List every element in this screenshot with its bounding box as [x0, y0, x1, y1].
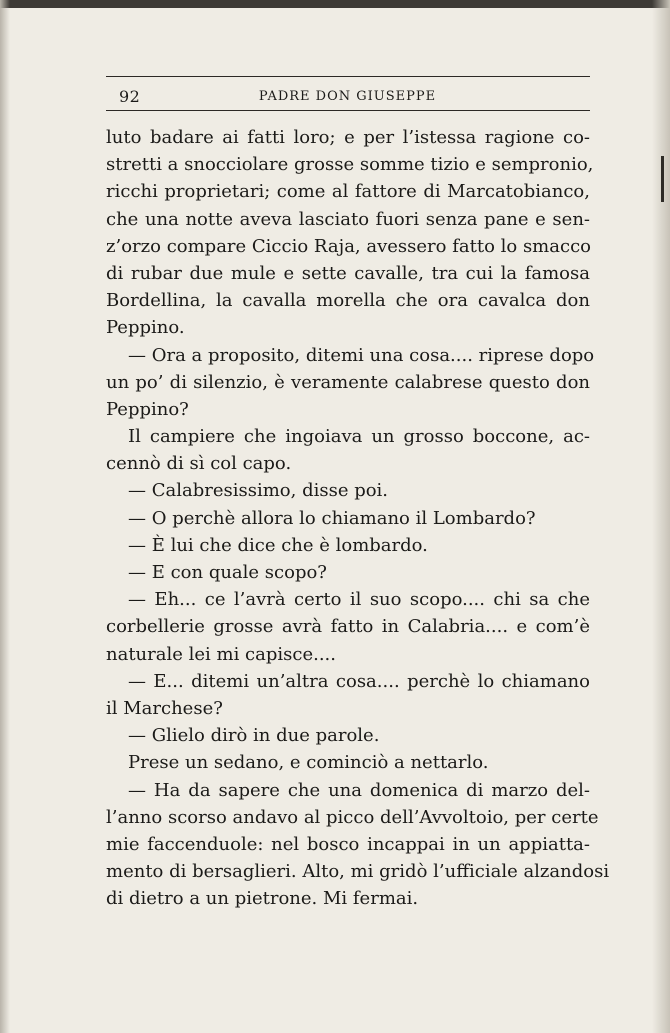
text-line: di rubar due mule e sette cavalle, tra cui la famosa	[106, 262, 590, 284]
dialogue-line: — Glielo dirò in due parole.	[128, 725, 380, 747]
text-line: ricchi proprietari; come al fattore di Marcatobianco,	[106, 181, 590, 203]
text-line: di dietro a un pietrone. Mi fermai.	[106, 888, 419, 910]
text-line: z’orzo compare Ciccio Raja, avessero fatto lo smacco	[106, 235, 591, 257]
text-line: Peppino?	[106, 398, 189, 420]
text-line: mento di bersaglieri. Alto, mi gridò l’ufficiale alzandosi	[106, 861, 610, 883]
page-top-edge	[0, 0, 670, 8]
text-line: stretti a snocciolare grosse somme tizio e sempronio,	[106, 154, 594, 176]
text-line: Bordellina, la cavalla morella che ora cavalca don	[106, 290, 590, 312]
binding-shadow	[0, 0, 10, 1033]
dialogue-line: — E con quale scopo?	[128, 562, 327, 583]
text-line: che una notte aveva lasciato fuori senza pane e sen-	[106, 208, 590, 230]
text-line: corbellerie grosse avrà fatto in Calabria.... e com’è	[106, 616, 590, 638]
text-line: l’anno scorso andavo al picco dell’Avvoltoio, per certe	[106, 806, 599, 828]
body-text	[106, 124, 610, 912]
header-rule-bottom	[106, 110, 590, 111]
paragraph-line: Prese un sedano, e cominciò a nettarlo.	[128, 752, 489, 774]
text-line: naturale lei mi capisce....	[106, 643, 337, 665]
dialogue-line: — Ha da sapere che una domenica di marzo del-	[128, 779, 590, 801]
header-rule-top	[106, 76, 590, 77]
dialogue-line: — Ora a proposito, ditemi una cosa.... riprese dopo	[128, 344, 595, 366]
text-line: il Marchese?	[106, 697, 223, 719]
dialogue-line: — È lui che dice che è lombardo.	[128, 534, 428, 556]
dialogue-line: — O perchè allora lo chiamano il Lombardo?	[128, 507, 536, 529]
text-line: cennò di sì col capo.	[106, 453, 292, 475]
dialogue-line: — E... ditemi un’altra cosa.... perchè lo chiamano	[128, 670, 590, 692]
text-line: mie faccenduole: nel bosco incappai in un appiatta-	[106, 833, 590, 855]
text-line: un po’ di silenzio, è veramente calabrese questo don	[106, 371, 590, 393]
text-line: Peppino.	[106, 317, 185, 339]
margin-mark	[661, 156, 664, 202]
dialogue-line: — Calabresissimo, disse poi.	[128, 480, 389, 502]
paragraph-line: Il campiere che ingoiava un grosso boccone, ac-	[128, 426, 590, 448]
page-number: 92	[119, 87, 141, 106]
text-line: luto badare ai fatti loro; e per l’istessa ragione co-	[106, 127, 590, 148]
dialogue-line: — Eh... ce l’avrà certo il suo scopo.... chi sa che	[128, 589, 590, 611]
running-header: PADRE DON GIUSEPPE	[258, 89, 437, 104]
page-edge-shadow	[652, 0, 670, 1033]
